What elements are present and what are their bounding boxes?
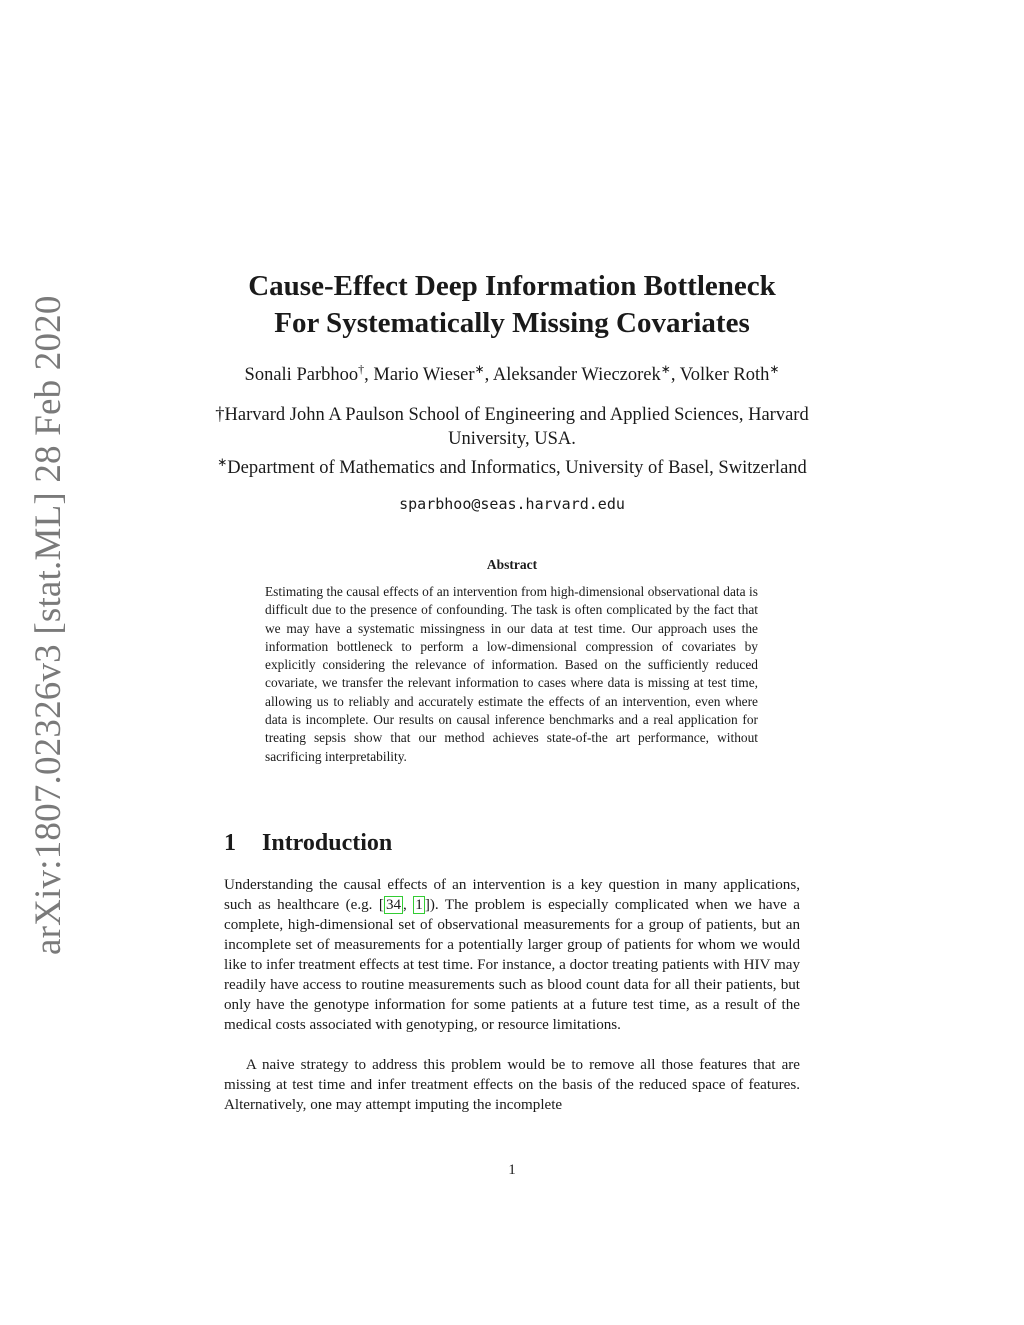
author-mark: † (358, 362, 365, 376)
affiliation-mark: ∗ (217, 455, 228, 469)
citation-link[interactable]: 1 (415, 897, 423, 913)
title-line-1: Cause-Effect Deep Information Bottleneck (248, 270, 776, 302)
author-name: Volker Roth (679, 365, 770, 386)
abstract-heading: Abstract (486, 557, 538, 572)
intro-paragraph-2 (224, 1055, 800, 1115)
section-number: 1 (224, 830, 236, 856)
citation-link[interactable]: 34 (385, 897, 402, 913)
author-name: Aleksander Wieczorek (492, 365, 661, 386)
section-heading (224, 830, 392, 857)
title-line-2: For Systematically Missing Covariates (274, 307, 750, 339)
citation-separator: , (403, 897, 414, 913)
paper-title (150, 268, 874, 342)
author-list: Sonali Parbhoo†, Mario Wieser∗, Aleksander Wieczorek∗, Volker Roth∗ (244, 362, 780, 386)
abstract-text: Estimating the causal effects of an intervention from high-dimensional observational data is difficult due to the presence of confounding. The task is often complicated by the fact that we may have a systematic missingness in our data at test time. Our approach uses the information bottleneck to perform a low-dimensional compression of covariates by explicitly considering the relevance of information. Based on the sufficiently reduced covariate, we transfer the relevant information to cases where data is missing at test time, allowing us to reliably and accurately estimate the effects of an intervention, even where data is incomplete. Our results on causal inference benchmarks and a real application for treating sepsis show that our method achieves state-of-the art performance, without sacrificing interpretability. (265, 584, 758, 764)
author-mark: ∗ (474, 362, 485, 376)
author-mark: ∗ (769, 362, 780, 376)
page-number: 1 (508, 1162, 516, 1178)
paragraph-text: ]). The problem is especially complicated when we have a complete, high-dimensional set of observational measurements for a group of patients, but an incomplete set of measurements for a potentially larger group of patients for whom we would like to infer treatment effects at test time. For instance, a doctor treating patients with HIV may readily have access to routine measurements such as blood count data for all their patients, but only have the genotype information for some patients at a future test time, as a result of the medical costs associated with genotyping, or resource limitations. (224, 897, 801, 1033)
affiliation-basel (180, 450, 844, 480)
arxiv-identifier: arXiv:1807.02326v3 [stat.ML] 28 Feb 2020 (28, 295, 69, 955)
author-mark: ∗ (660, 362, 671, 376)
contact-email[interactable]: sparbhoo@seas.harvard.edu (399, 495, 625, 513)
author-name: Sonali Parbhoo (244, 365, 359, 386)
intro-paragraph-1 (224, 875, 800, 1035)
affiliation-text: Department of Mathematics and Informatics, University of Basel, Switzerland (227, 458, 807, 479)
paragraph-text: Understanding the causal effects of an intervention is a key question in many applications, such as healthcare (e.g. [ (224, 877, 800, 913)
paragraph-text: A naive strategy to address this problem would be to remove all those features that are missing at test time and infer treatment effects on the basis of the reduced space of features. Alternatively, one may attempt imputing the incomplete (224, 1057, 800, 1113)
author-name: Mario Wieser (373, 365, 475, 386)
section-title: Introduction (262, 830, 393, 856)
affiliation-harvard: †Harvard John A Paulson School of Engineering and Applied Sciences, Harvard University, USA. (215, 405, 809, 449)
